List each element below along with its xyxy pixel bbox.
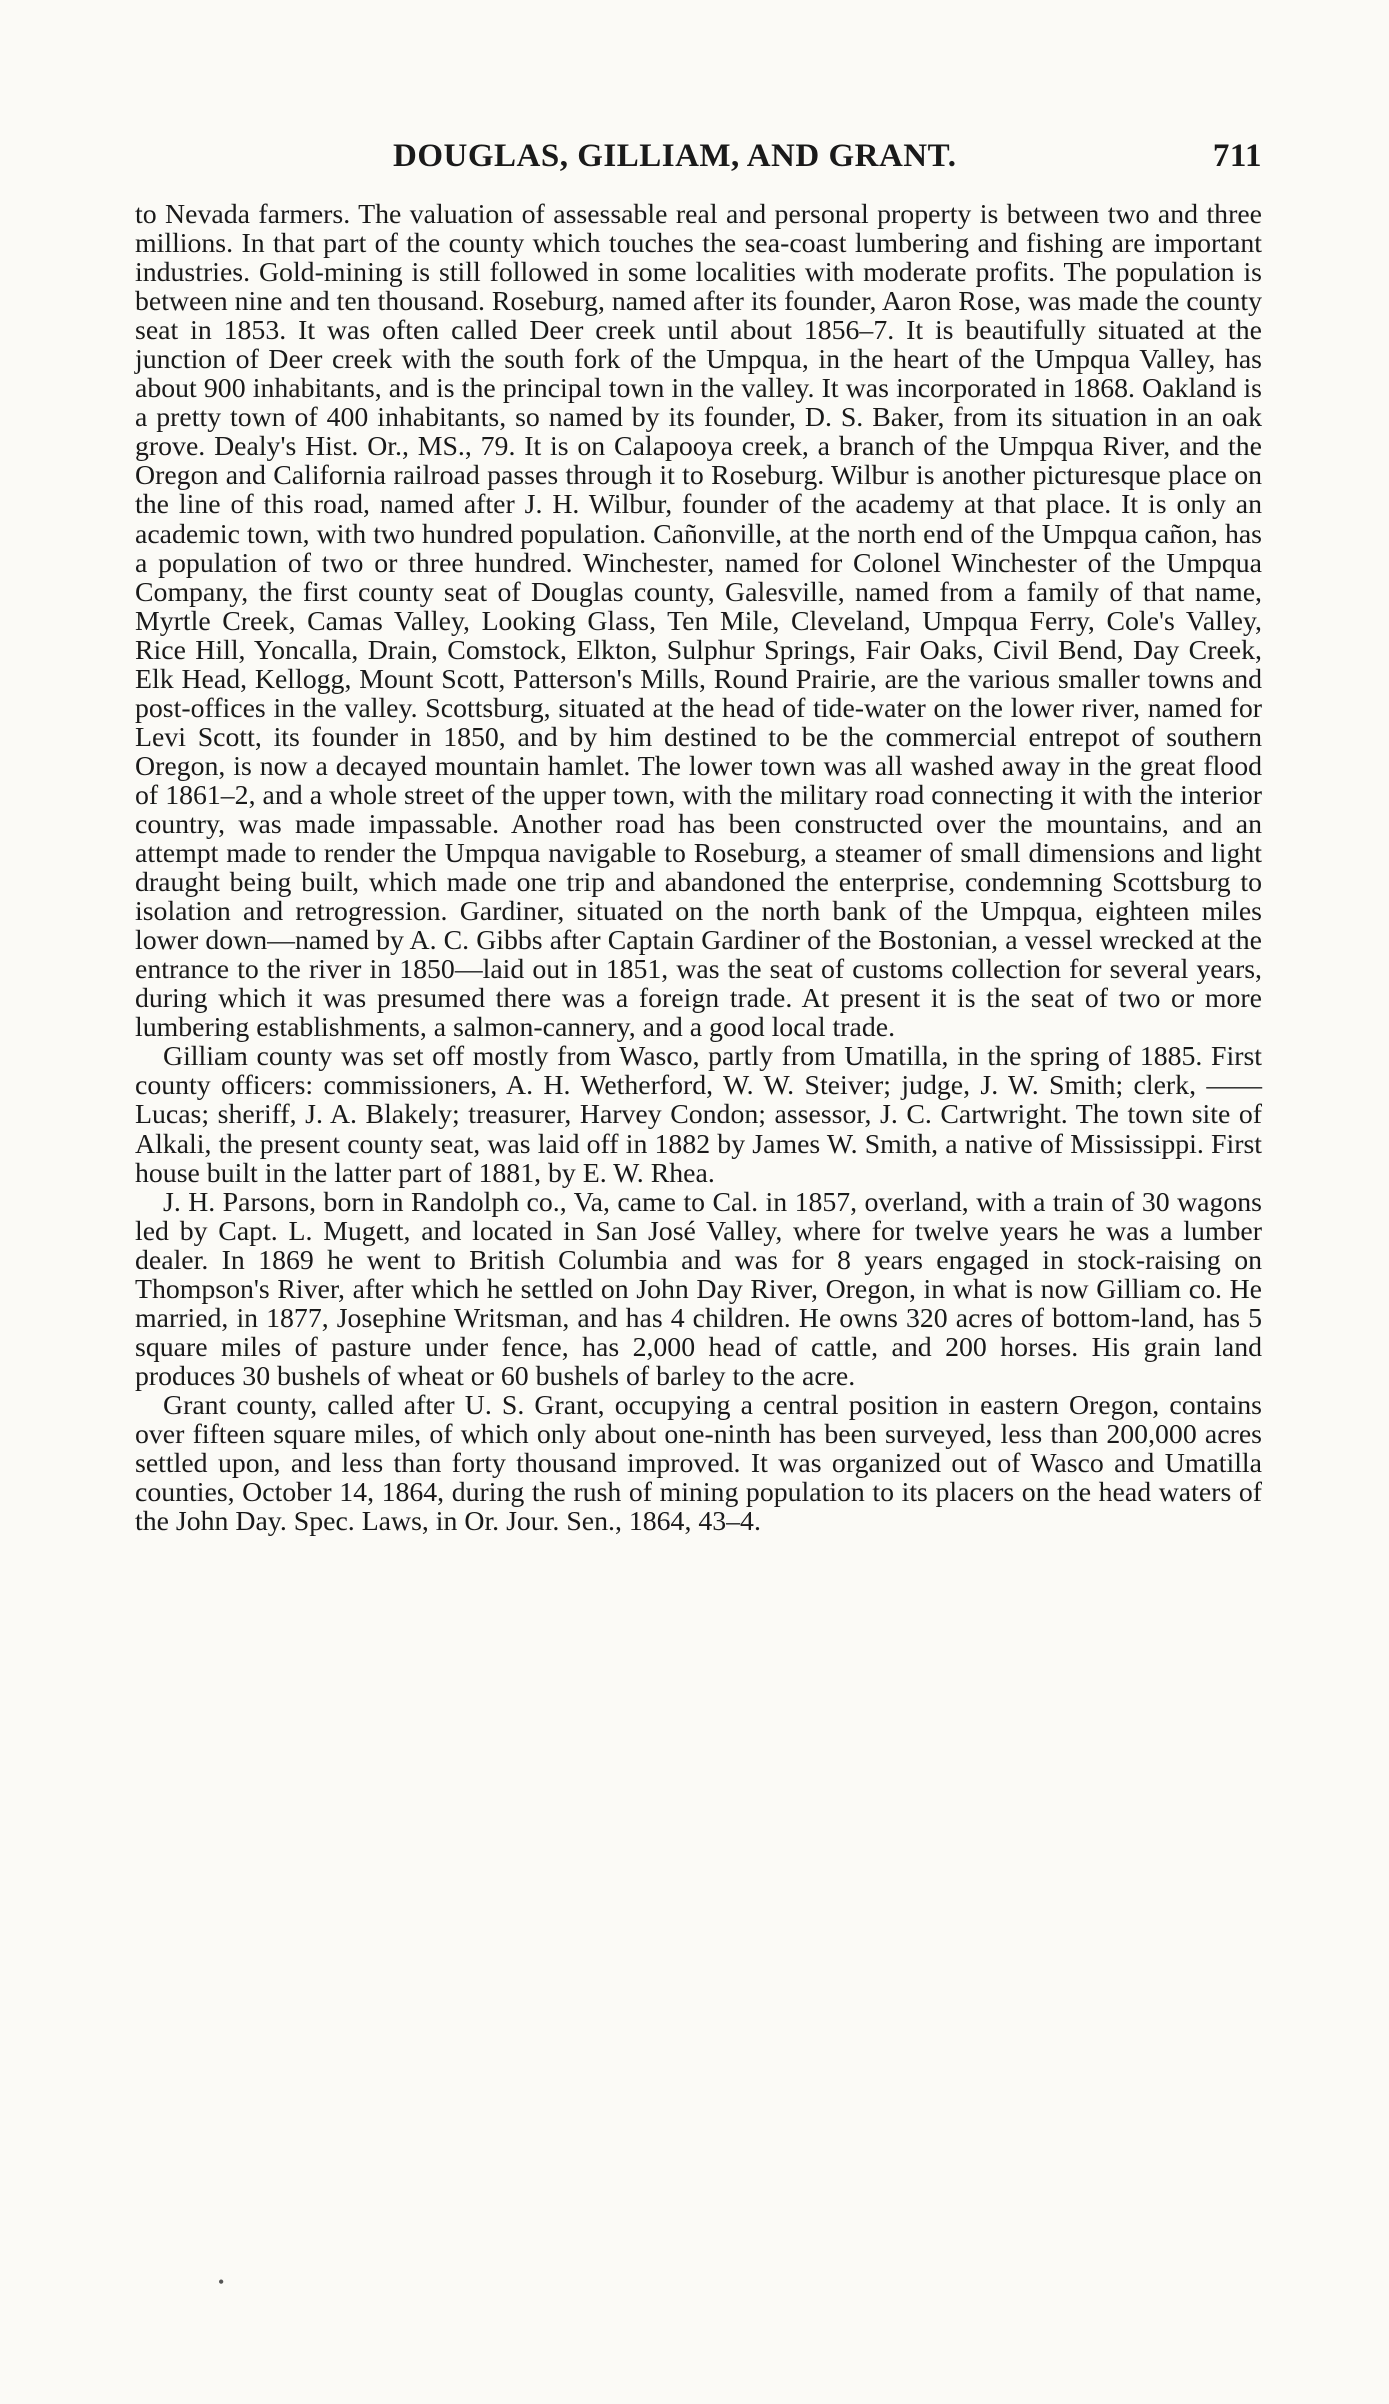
paragraph-parsons-biography: J. H. Parsons, born in Randolph co., Va, came to Cal. in 1857, overland, with a train of 30 wagons led by Capt. L. Mugett, and located in San José Valley, where for twelve years he was a lumber dealer. In 1869 he went to British Columbia and was for 8 years engaged in stock-raising on Thompson's River, after which he settled on John Day River, Oregon, in what is now Gilliam co. He married, in 1877, Josephine Writsman, and has 4 children. He owns 320 acres of bottom-land, has 5 square miles of pasture under fence, has 2,000 head of cattle, and 200 horses. His grain land produces 30 bushels of wheat or 60 bushels of barley to the acre.	[135, 1186, 1262, 1392]
running-title: DOUGLAS, GILLIAM, AND GRANT.	[393, 138, 957, 174]
paragraph-douglas-county: to Nevada farmers. The valuation of assessable real and personal property is between two and three millions. In that part of the county which touches the sea-coast lumbering and fishing are important industries. Gold-mining is still followed in some localities with moderate profits. The population is between nine and ten thousand. Roseburg, named after its founder, Aaron Rose, was made the county seat in 1853. It was often called Deer creek until about 1856–7. It is beautifully situated at the junction of Deer creek with the south fork of the Umpqua, in the heart of the Umpqua Valley, has about 900 inhabitants, and is the principal town in the valley. It was incorporated in 1868. Oakland is a pretty town of 400 inhabitants, so named by its founder, D. S. Baker, from its situation in an oak grove. Dealy's Hist. Or., MS., 79. It is on Calapooya creek, a branch of the Umpqua River, and the Oregon and California railroad passes through it to Roseburg. Wilbur is another picturesque place on the line of this road, named after J. H. Wilbur, founder of the academy at that place. It is only an academic town, with two hundred population. Cañonville, at the north end of the Umpqua cañon, has a population of two or three hundred. Winchester, named for Colonel Winchester of the Umpqua Company, the first county seat of Douglas county, Galesville, named from a family of that name, Myrtle Creek, Camas Valley, Looking Glass, Ten Mile, Cleveland, Umpqua Ferry, Cole's Valley, Rice Hill, Yoncalla, Drain, Comstock, Elkton, Sulphur Springs, Fair Oaks, Civil Bend, Day Creek, Elk Head, Kellogg, Mount Scott, Patterson's Mills, Round Prairie, are the various smaller towns and post-offices in the valley. Scottsburg, situated at the head of tide-water on the lower river, named for Levi Scott, its founder in 1850, and by him destined to be the commercial entrepot of southern Oregon, is now a decayed mountain hamlet. The lower town was all washed away in the great flood of 1861–2, and a whole street of the upper town, with the military road connecting it with the interior country, was made impassable. Another road has been constructed over the mountains, and an attempt made to render the Umpqua navigable to Roseburg, a steamer of small dimensions and light draught being built, which made one trip and abandoned the enterprise, condemning Scottsburg to isolation and retrogression. Gardiner, situated on the north bank of the Umpqua, eighteen miles lower down—named by A. C. Gibbs after Captain Gardiner of the Bostonian, a vessel wrecked at the entrance to the river in 1850—laid out in 1851, was the seat of customs collection for several years, during which it was presumed there was a foreign trade. At present it is the seat of two or more lumbering establishments, a salmon-cannery, and a good local trade.	[135, 199, 1262, 1044]
page-number: 711	[1212, 138, 1262, 174]
body-text	[135, 200, 1262, 1536]
paragraph-grant-county: Grant county, called after U. S. Grant, occupying a central position in eastern Oregon, contains over fifteen square miles, of which only about one-ninth has been surveyed, less than 200,000 acres settled upon, and less than forty thousand improved. It was organized out of Wasco and Umatilla counties, October 14, 1864, during the rush of mining population to its placers on the head waters of the John Day. Spec. Laws, in Or. Jour. Sen., 1864, 43–4.	[135, 1389, 1262, 1538]
stray-mark: •	[218, 2272, 225, 2292]
page-header	[134, 138, 1262, 182]
paragraph-gilliam-county: Gilliam county was set off mostly from Wasco, partly from Umatilla, in the spring of 1885. First county officers: commissioners, A. H. Wetherford, W. W. Steiver; judge, J. W. Smith; clerk, —— Lucas; sheriff, J. A. Blakely; treasurer, Harvey Condon; assessor, J. C. Cartwright. The town site of Alkali, the present county seat, was laid off in 1882 by James W. Smith, a native of Mississippi. First house built in the latter part of 1881, by E. W. Rhea.	[135, 1041, 1262, 1189]
